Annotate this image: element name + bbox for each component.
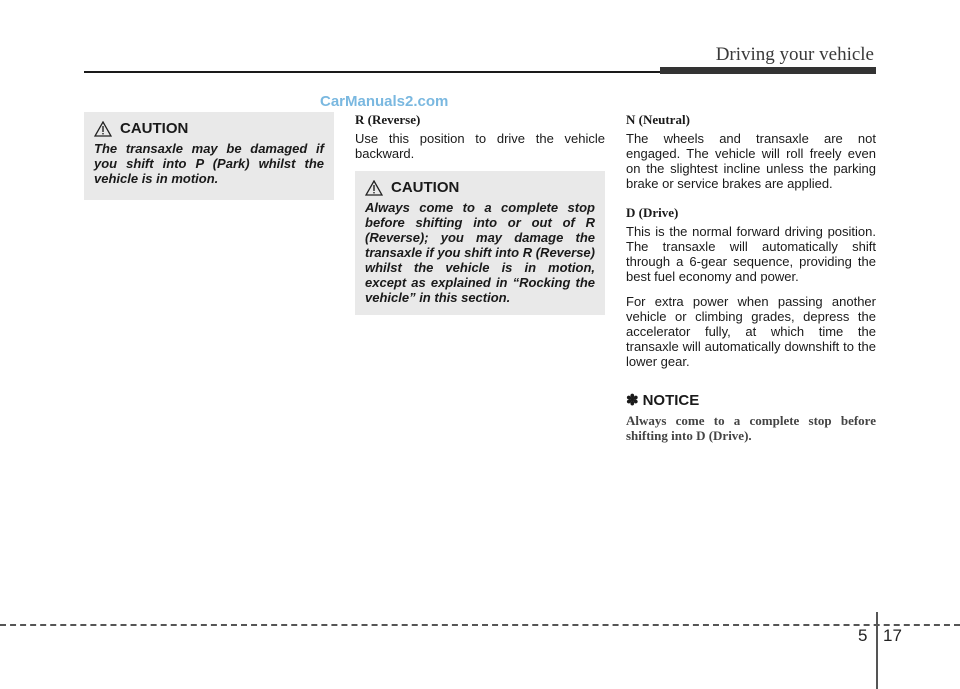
reverse-heading: R (Reverse) [355,112,421,127]
footer-rule [0,624,960,626]
section-title: Driving your vehicle [715,44,874,65]
caution-title: CAUTION [120,120,189,137]
warning-triangle-icon [365,180,383,196]
reverse-text: Use this position to drive the vehicle backward. [355,131,605,161]
column-right [626,112,876,443]
caution-header [94,120,324,137]
chapter-number: 5 [858,626,868,645]
caution-text: The transaxle may be damaged if you shift into P (Park) whilst the vehicle is in motion. [94,141,324,186]
caution-box-reverse [355,171,605,315]
neutral-heading: N (Neutral) [626,112,690,127]
notice-title: NOTICE [642,391,700,409]
drive-text: This is the normal forward driving position. The transaxle will automatically shift through a 6-gear sequence, providing the best fuel economy and power. [626,224,876,284]
drive-extra-power-text: For extra power when passing another vehicle or climbing grades, depress the accelerator fully, at which time the transaxle will automatically downshift to the lower gear. [626,294,876,369]
page-number: 17 [883,626,902,645]
header-rule-bold [660,67,876,74]
column-left [84,112,334,200]
footer-divider [876,612,878,689]
caution-box-park [84,112,334,200]
caution-header [365,179,595,196]
caution-title: CAUTION [391,179,460,196]
caution-text: Always come to a complete stop before shifting into or out of R (Reverse); you may damage the transaxle if you shift into R (Reverse) whilst the vehicle is in motion, except as explained in “Rocking the vehicle” in this section. [365,200,595,305]
watermark-link[interactable]: CarManuals2.com [320,93,449,110]
notice-text: Always come to a complete stop before shifting into D (Drive). [626,413,876,443]
column-middle [355,112,605,315]
warning-triangle-icon [94,121,112,137]
header-rule [84,71,660,73]
notice-header [626,391,876,409]
drive-heading: D (Drive) [626,205,679,220]
neutral-text: The wheels and transaxle are not engaged. The vehicle will roll freely even on the slightest incline unless the parking brake or service brakes are applied. [626,131,876,191]
notice-star-icon: ✽ [626,392,639,409]
